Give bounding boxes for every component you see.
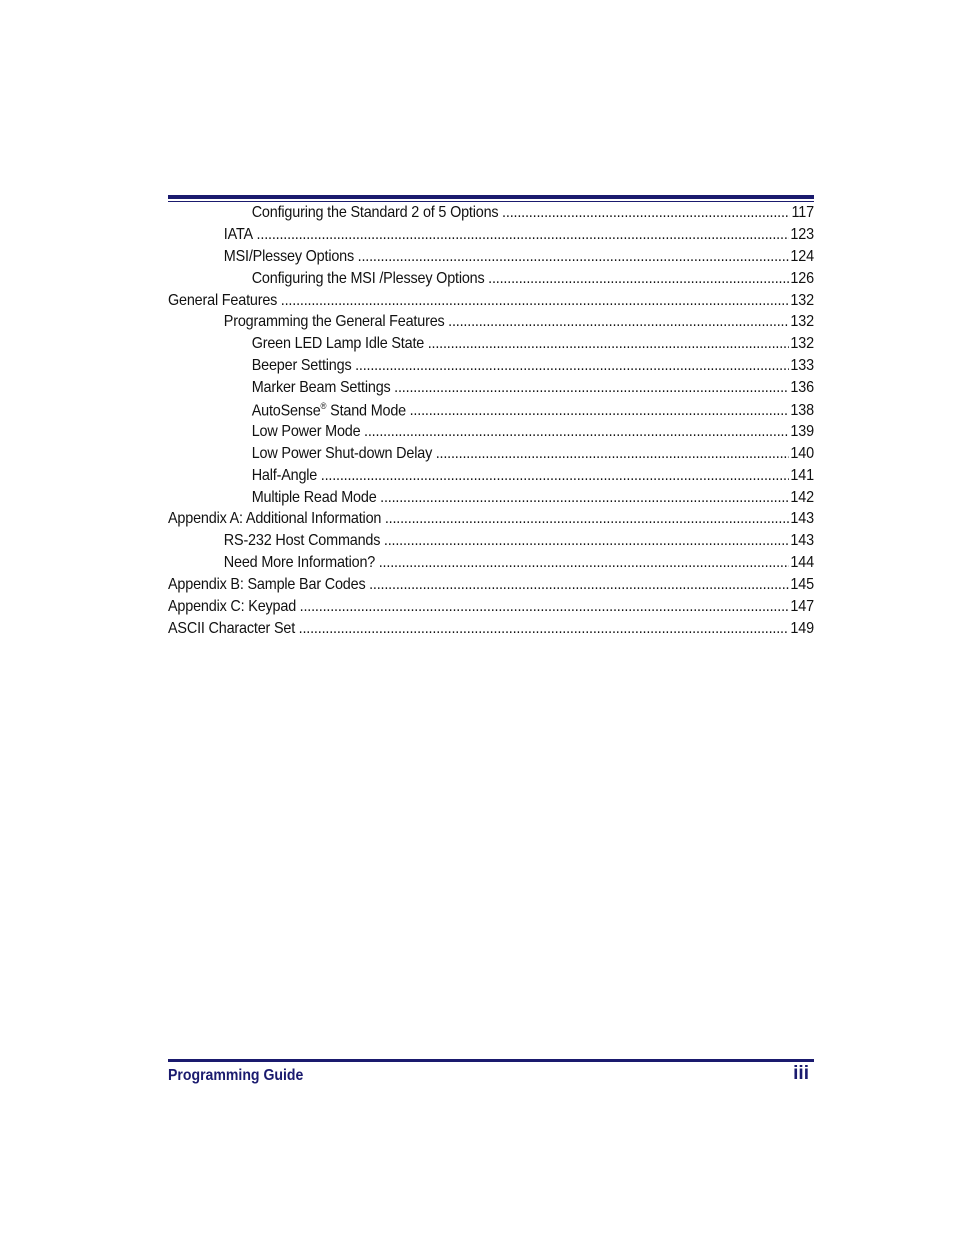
toc-entry-page: 123	[790, 225, 814, 243]
registered-mark: ®	[320, 401, 327, 412]
header-rule	[168, 195, 814, 202]
toc-entry-title-text: Configuring the MSI /Plessey Options	[251, 269, 485, 287]
dot-leader	[436, 445, 789, 463]
toc-entry-title-text: AutoSense	[251, 402, 321, 420]
toc-entry[interactable]	[168, 598, 814, 620]
dot-leader	[380, 489, 789, 507]
dot-leader	[321, 467, 789, 485]
toc-entry-title	[252, 204, 499, 222]
toc-entry[interactable]	[168, 401, 814, 423]
dot-leader	[502, 204, 790, 222]
dot-leader	[428, 335, 789, 353]
toc-entry-title-text: General Features	[168, 291, 278, 309]
toc-entry-page: 144	[790, 554, 814, 572]
toc-entry[interactable]	[168, 335, 814, 357]
toc-entry-title-text: MSI/Plessey Options	[223, 247, 355, 265]
toc-entry-title-text: Multiple Read Mode	[251, 488, 377, 506]
toc-entry-title-text: Marker Beam Settings	[251, 379, 391, 397]
toc-entry-title	[224, 532, 380, 550]
toc-entry[interactable]	[168, 489, 814, 511]
toc-entry-title	[252, 423, 361, 441]
toc-entry-page: 132	[790, 313, 814, 331]
dot-leader	[299, 620, 789, 638]
dot-leader	[364, 423, 789, 441]
toc-entry-page: 149	[790, 619, 814, 637]
toc-entry-title	[224, 226, 253, 244]
toc-entry-title-text: Configuring the Standard 2 of 5 Options	[251, 204, 499, 221]
toc-entry-title	[252, 335, 424, 353]
toc-entry-title-text: Appendix B: Sample Bar Codes	[168, 576, 366, 594]
toc-entry-page: 138	[790, 402, 814, 420]
toc-entry-page: 133	[790, 357, 814, 375]
toc-entry-title-text: ASCII Character Set	[168, 619, 296, 637]
toc-entry-title	[252, 379, 391, 397]
toc-entry-title	[224, 248, 354, 266]
toc-entry[interactable]	[168, 620, 814, 642]
toc-entry[interactable]	[168, 313, 814, 335]
dot-leader	[358, 248, 789, 266]
toc-entry[interactable]	[168, 270, 814, 292]
toc-entry-title	[252, 357, 352, 375]
toc-entry[interactable]	[168, 292, 814, 314]
toc-entry-title	[168, 598, 296, 616]
dot-leader	[355, 357, 789, 375]
footer-rule	[168, 1059, 814, 1062]
toc-entry-title-text: Half-Angle	[251, 466, 318, 484]
toc-entry[interactable]	[168, 248, 814, 270]
toc-entry[interactable]	[168, 467, 814, 489]
toc-entry-page: 147	[790, 598, 814, 616]
dot-leader	[394, 379, 788, 397]
toc-entry-title	[168, 576, 365, 594]
toc-entry[interactable]	[168, 226, 814, 248]
toc-entry-title	[224, 554, 375, 572]
toc-entry-page: 142	[790, 488, 814, 506]
dot-leader	[488, 270, 788, 288]
dot-leader	[385, 510, 789, 528]
toc-entry-title	[252, 270, 485, 288]
toc-entry-page: 126	[790, 269, 814, 287]
toc-entry[interactable]	[168, 204, 814, 226]
toc-entry-title-text: Green LED Lamp Idle State	[251, 335, 425, 353]
toc-entry-title	[252, 401, 406, 420]
toc-entry-page: 143	[790, 532, 814, 550]
toc-entry-page: 141	[790, 466, 814, 484]
dot-leader	[410, 402, 789, 420]
toc-entry[interactable]	[168, 357, 814, 379]
toc-entry-page: 140	[790, 444, 814, 462]
toc-entry-title-text: IATA	[223, 225, 253, 243]
toc-entry-page: 139	[790, 422, 814, 440]
page-number: iii	[793, 1063, 809, 1084]
toc-entry-page: 132	[790, 335, 814, 353]
toc-entry-page: 143	[790, 510, 814, 528]
toc-entry-page: 136	[790, 379, 814, 397]
toc-entry-title	[168, 620, 295, 638]
toc-entry-title	[224, 313, 445, 331]
toc-entry-page: 145	[790, 576, 814, 594]
toc-entry-title-suffix: Stand Mode	[326, 402, 407, 420]
toc-entry-title-text: Appendix C: Keypad	[168, 598, 297, 616]
dot-leader	[369, 576, 789, 594]
dot-leader	[281, 292, 789, 310]
dot-leader	[384, 532, 789, 550]
dot-leader	[448, 313, 788, 331]
toc-entry-title-text: Beeper Settings	[251, 357, 352, 375]
toc-entry-page: 117	[791, 204, 814, 221]
toc-entry-title	[252, 489, 377, 507]
dot-leader	[379, 554, 789, 572]
toc-entry[interactable]	[168, 445, 814, 467]
toc-entry[interactable]	[168, 576, 814, 598]
toc-entry-title-text: Low Power Shut-down Delay	[251, 444, 433, 462]
footer-title: Programming Guide	[168, 1067, 304, 1084]
toc-entry-title-text: Need More Information?	[223, 554, 376, 572]
toc-entry-title-text: Programming the General Features	[223, 313, 445, 331]
toc-entry-page: 132	[790, 291, 814, 309]
toc-entry[interactable]	[168, 510, 814, 532]
toc-entry-title-text: RS-232 Host Commands	[223, 532, 381, 550]
toc-entry[interactable]	[168, 423, 814, 445]
table-of-contents	[168, 204, 814, 642]
toc-entry-title-text: Low Power Mode	[251, 422, 361, 440]
toc-entry[interactable]	[168, 554, 814, 576]
toc-entry-title	[252, 445, 432, 463]
toc-entry[interactable]	[168, 532, 814, 554]
toc-entry[interactable]	[168, 379, 814, 401]
toc-entry-title	[252, 467, 317, 485]
toc-entry-title	[168, 292, 277, 310]
toc-entry-title	[168, 510, 381, 528]
toc-entry-title-text: Appendix A: Additional Information	[168, 510, 382, 528]
dot-leader	[300, 598, 789, 616]
dot-leader	[257, 226, 789, 244]
toc-entry-page: 124	[790, 247, 814, 265]
